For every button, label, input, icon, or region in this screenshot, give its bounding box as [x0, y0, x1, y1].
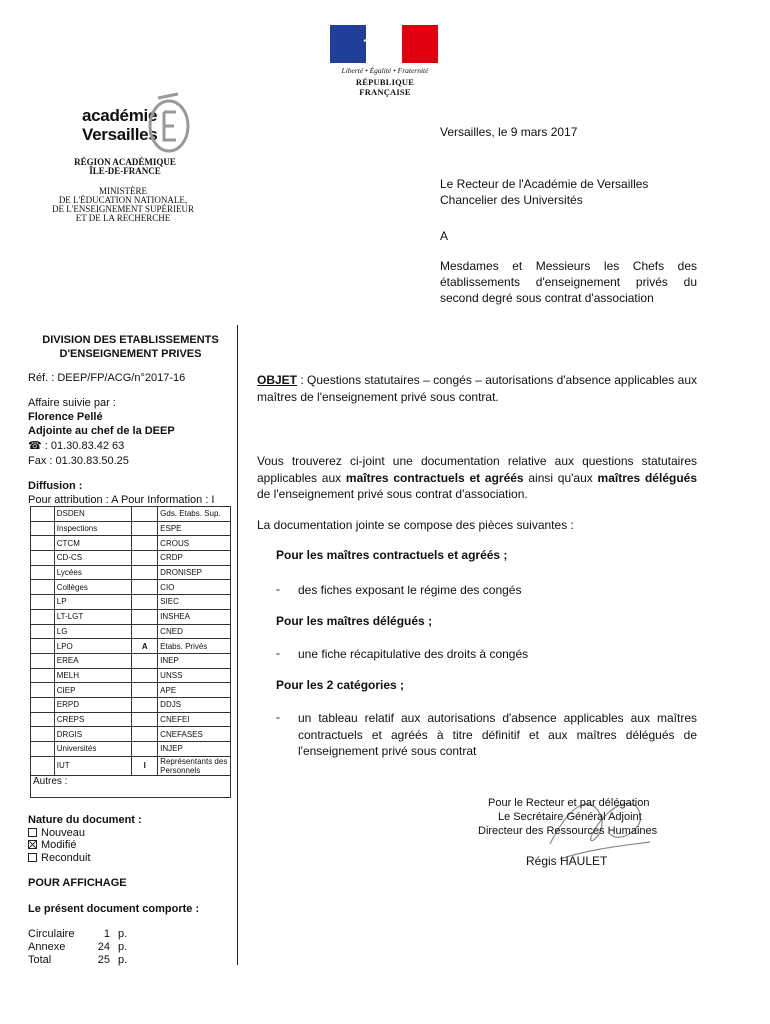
diffusion-mark	[132, 536, 158, 551]
nature-option	[28, 851, 91, 865]
sender-subtitle: Chancelier des Universités	[440, 193, 583, 207]
diffusion-empty-cell	[31, 727, 55, 742]
page-count-label: Total	[28, 954, 52, 966]
sender-title: Le Recteur de l'Académie de Versailles	[440, 177, 649, 191]
ministere-line: MINISTÈRE	[99, 186, 147, 196]
diffusion-recipient: CIO	[158, 580, 231, 595]
diffusion-empty-cell	[31, 580, 55, 595]
diffusion-row	[31, 756, 231, 775]
diffusion-empty-cell	[31, 536, 55, 551]
diffusion-recipient: Gds. Etabs. Sup.	[158, 507, 231, 522]
objet-text: : Questions statutaires – congés – autorisations d'absence applicables aux maîtres de l'enseignement privé sous contrat.	[257, 373, 697, 404]
diffusion-empty-cell	[31, 639, 55, 654]
page-count-unit: p.	[118, 928, 128, 940]
diffusion-recipient: CTCM	[54, 536, 132, 551]
contact-fax: Fax : 01.30.83.50.25	[28, 455, 129, 467]
section-heading: Pour les maîtres délégués ;	[276, 614, 433, 628]
ministere	[38, 187, 208, 223]
nature-label: Nature du document :	[28, 814, 142, 826]
section-heading: Pour les 2 catégories ;	[276, 678, 405, 692]
ministere-line: DE L'ENSEIGNEMENT SUPÉRIEUR	[52, 204, 194, 214]
page-count-value: 24	[97, 941, 110, 953]
diffusion-row	[31, 742, 231, 757]
diffusion-row	[31, 595, 231, 610]
diffusion-mark	[132, 727, 158, 742]
diffusion-recipient: APE	[158, 683, 231, 698]
diffusion-mark	[132, 653, 158, 668]
nature-option-label: Modifié	[41, 839, 77, 851]
diffusion-recipient: CD-CS	[54, 551, 132, 566]
diffusion-empty-cell	[31, 595, 55, 610]
academie-logo-line1: académie	[82, 106, 158, 125]
diffusion-recipient: CRDP	[158, 551, 231, 566]
diffusion-row-autres	[31, 775, 231, 797]
diffusion-recipient: SIEC	[158, 595, 231, 610]
signature-line: Le Secrétaire Général Adjoint	[498, 811, 642, 823]
diffusion-recipient: LG	[54, 624, 132, 639]
diffusion-empty-cell	[31, 756, 55, 775]
diffusion-row	[31, 624, 231, 639]
list-item: un tableau relatif aux autorisations d'absence applicables aux maîtres contractuels et agréés à titre définitif et aux maîtres délégués de l'enseignement privé sous contrat	[298, 711, 697, 758]
diffusion-recipient: IUT	[54, 756, 132, 775]
diffusion-recipient: Représentants des Personnels	[158, 756, 231, 775]
page-count-row	[28, 927, 127, 941]
diffusion-recipient: Collèges	[54, 580, 132, 595]
diffusion-empty-cell	[31, 609, 55, 624]
page-count-row	[28, 953, 127, 967]
diffusion-row	[31, 536, 231, 551]
diffusion-empty-cell	[31, 697, 55, 712]
diffusion-row	[31, 565, 231, 580]
diffusion-mark	[132, 521, 158, 536]
diffusion-recipient: UNSS	[158, 668, 231, 683]
diffusion-recipient: DDJS	[158, 697, 231, 712]
diffusion-recipient: Lycées	[54, 565, 132, 580]
section-heading: Pour les maîtres contractuels et agréés ;	[276, 548, 508, 562]
diffusion-recipient: DRGIS	[54, 727, 132, 742]
composition-paragraph: La documentation jointe se compose des pièces suivantes :	[257, 518, 574, 532]
diffusion-recipient: INSHEA	[158, 609, 231, 624]
diffusion-recipient: DSDEN	[54, 507, 132, 522]
list-dash: -	[276, 646, 280, 660]
recipients: Mesdames et Messieurs les Chefs des établissements d'enseignement privés du second degré sous contrat d'association	[440, 259, 697, 305]
diffusion-recipient: CNED	[158, 624, 231, 639]
addressee-prefix: A	[440, 229, 449, 243]
contact-name: Florence Pellé	[28, 411, 103, 423]
diffusion-empty-cell	[31, 507, 55, 522]
diffusion-mark	[132, 712, 158, 727]
nature-option-label: Reconduit	[41, 852, 91, 864]
diffusion-empty-cell	[31, 668, 55, 683]
diffusion-empty-cell	[31, 565, 55, 580]
ministere-line: ET DE LA RECHERCHE	[75, 213, 171, 223]
diffusion-recipient: CIEP	[54, 683, 132, 698]
comporte-label: Le présent document comporte :	[28, 903, 200, 915]
diffusion-empty-cell	[31, 742, 55, 757]
diffusion-row	[31, 551, 231, 566]
diffusion-row	[31, 683, 231, 698]
diffusion-label: Diffusion :	[28, 480, 83, 492]
diffusion-recipient: Etabs. Privés	[158, 639, 231, 654]
objet-paragraph	[257, 372, 697, 405]
diffusion-mark	[132, 668, 158, 683]
signatory-name: Régis HAULET	[526, 854, 608, 868]
page-count-value: 25	[97, 954, 110, 966]
diffusion-row	[31, 653, 231, 668]
diffusion-recipient: INEP	[158, 653, 231, 668]
diffusion-row	[31, 521, 231, 536]
page-count-label: Annexe	[28, 941, 66, 953]
diffusion-row	[31, 668, 231, 683]
diffusion-recipient: LP	[54, 595, 132, 610]
diffusion-empty-cell	[31, 683, 55, 698]
academie-logo-line2: Versailles	[82, 125, 158, 144]
diffusion-row	[31, 727, 231, 742]
list-dash: -	[276, 582, 280, 596]
diffusion-table	[30, 506, 231, 798]
signature-block	[478, 796, 678, 868]
nature-checkbox[interactable]	[28, 840, 37, 849]
diffusion-row	[31, 639, 231, 654]
diffusion-mark	[132, 609, 158, 624]
intro-paragraph	[257, 453, 697, 503]
contact-role: Adjointe au chef de la DEEP	[28, 425, 175, 437]
column-divider	[237, 325, 238, 965]
diffusion-empty-cell	[31, 521, 55, 536]
diffusion-recipient: CROUS	[158, 536, 231, 551]
list-item: des fiches exposant le régime des congés	[298, 583, 522, 597]
diffusion-empty-cell	[31, 712, 55, 727]
diffusion-recipient: Universités	[54, 742, 132, 757]
diffusion-row	[31, 609, 231, 624]
nature-option-label: Nouveau	[41, 827, 86, 839]
diffusion-row	[31, 712, 231, 727]
diffusion-table-body	[31, 507, 231, 798]
diffusion-mark	[132, 683, 158, 698]
diffusion-empty-cell	[31, 624, 55, 639]
page-count-unit: p.	[118, 954, 128, 966]
diffusion-mark	[132, 624, 158, 639]
diffusion-mark	[132, 697, 158, 712]
objet-label: OBJET	[257, 373, 298, 387]
diffusion-empty-cell	[31, 551, 55, 566]
nature-checkbox[interactable]	[28, 853, 37, 862]
region-line: ÎLE-DE-FRANCE	[89, 166, 161, 176]
region-line: RÉGION ACADÉMIQUE	[74, 157, 176, 167]
republic-motto: Liberté • Égalité • Fraternité	[341, 66, 429, 75]
nature-checkbox[interactable]	[28, 828, 37, 837]
diffusion-recipient: Inspections	[54, 521, 132, 536]
signature-line: Directeur des Ressources Humaines	[478, 825, 658, 837]
page-count-row	[28, 940, 127, 954]
republique-francaise-logo	[330, 25, 440, 97]
diffusion-recipient: INJEP	[158, 742, 231, 757]
affichage-label: POUR AFFICHAGE	[28, 877, 127, 889]
intro-text: de l'enseignement privé sous contrat d'association.	[257, 487, 528, 501]
academie-e-emblem-icon	[148, 92, 190, 154]
list-item: une fiche récapitulative des droits à congés	[298, 647, 529, 661]
division-title: DIVISION DES ETABLISSEMENTS D'ENSEIGNEMENT PRIVES	[42, 334, 219, 360]
page-count-label: Circulaire	[28, 928, 75, 940]
intro-emphasis: maîtres délégués	[597, 470, 697, 485]
diffusion-recipient: CNEFEI	[158, 712, 231, 727]
autres-cell: Autres :	[31, 775, 231, 797]
page-count-unit: p.	[118, 941, 128, 953]
diffusion-recipient: CNEFASES	[158, 727, 231, 742]
diffusion-row	[31, 507, 231, 522]
diffusion-row	[31, 580, 231, 595]
affaire-label: Affaire suivie par :	[28, 397, 116, 409]
region-academique	[55, 158, 195, 176]
diffusion-row	[31, 697, 231, 712]
diffusion-mark: I	[132, 756, 158, 775]
diffusion-mark	[132, 551, 158, 566]
diffusion-empty-cell	[31, 653, 55, 668]
diffusion-recipient: MELH	[54, 668, 132, 683]
diffusion-recipient: CREPS	[54, 712, 132, 727]
diffusion-mark	[132, 565, 158, 580]
diffusion-recipient: LPO	[54, 639, 132, 654]
diffusion-mark	[132, 580, 158, 595]
diffusion-mark	[132, 507, 158, 522]
diffusion-legend: Pour attribution : A Pour Information : I	[28, 494, 215, 506]
republic-name: RÉPUBLIQUE FRANÇAISE	[355, 77, 415, 97]
nature-option	[28, 838, 76, 852]
diffusion-recipient: ESPE	[158, 521, 231, 536]
intro-text: ainsi qu'aux	[523, 470, 598, 485]
diffusion-mark	[132, 595, 158, 610]
academie-logo	[82, 92, 192, 162]
signature-line: Pour le Recteur et par délégation	[488, 797, 650, 809]
intro-emphasis: maîtres contractuels et agréés	[345, 470, 524, 485]
diffusion-recipient: ERPD	[54, 697, 132, 712]
ministere-line: DE L'ÉDUCATION NATIONALE,	[58, 195, 188, 205]
reference: Réf. : DEEP/FP/ACG/n°2017-16	[28, 372, 186, 384]
diffusion-recipient: EREA	[54, 653, 132, 668]
page-count-value: 1	[103, 928, 110, 940]
diffusion-recipient: DRONISEP	[158, 565, 231, 580]
marianne-profile-icon	[352, 27, 412, 63]
diffusion-mark	[132, 742, 158, 757]
intro-text: Vous trouverez ci-joint une documentation relative aux questions statutaires applicables aux	[257, 454, 697, 485]
list-dash: -	[276, 710, 280, 724]
letter-date: Versailles, le 9 mars 2017	[440, 125, 578, 139]
contact-phone: ☎ : 01.30.83.42 63	[28, 440, 125, 452]
diffusion-recipient: LT-LGT	[54, 609, 132, 624]
diffusion-mark: A	[132, 639, 158, 654]
